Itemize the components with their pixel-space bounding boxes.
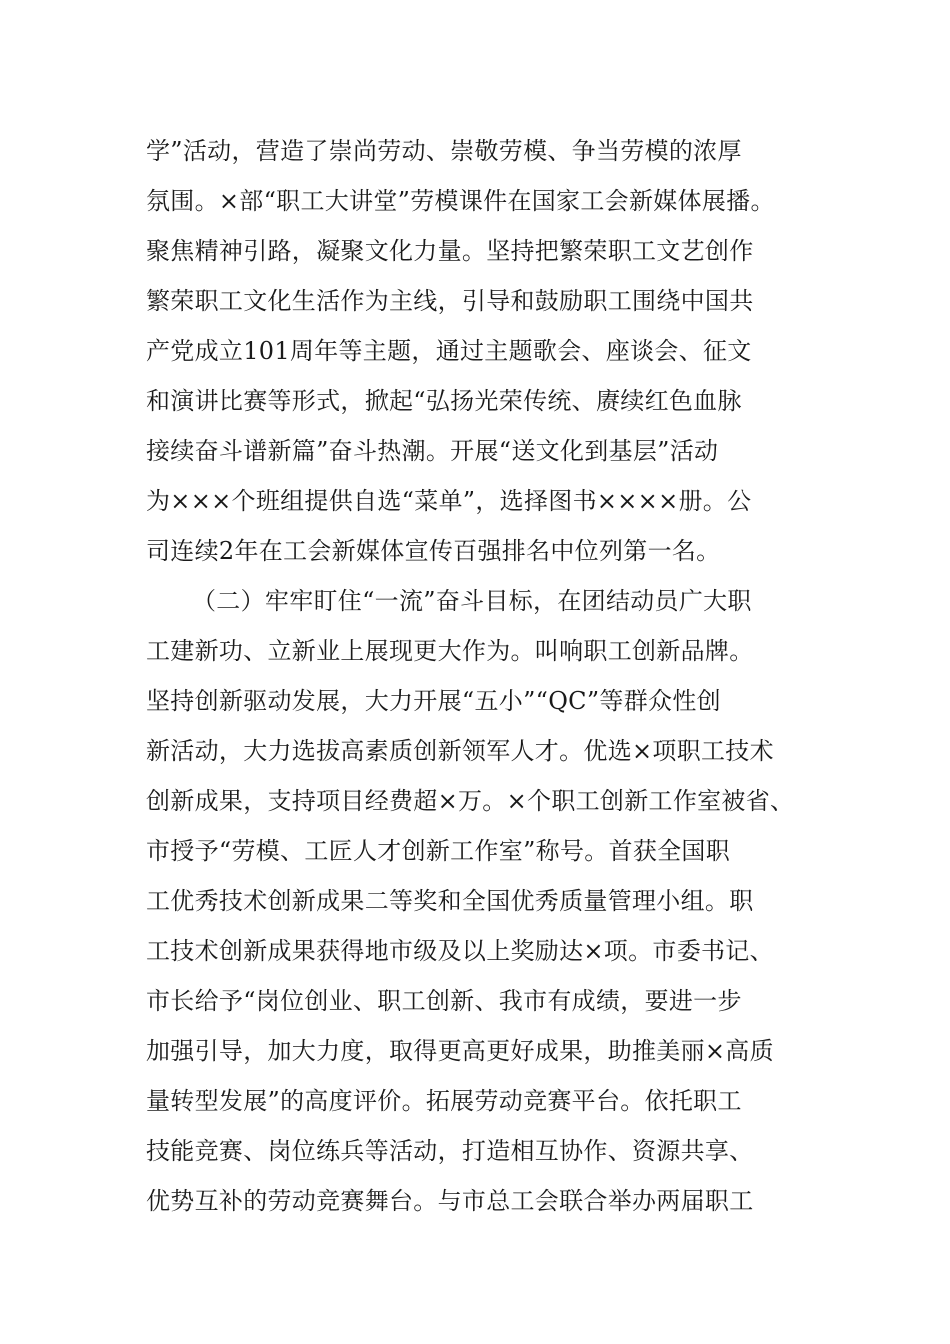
text-line: 和演讲比赛等形式，掀起“弘扬光荣传统、赓续红色血脉 [146,387,742,415]
text-line: 创新成果，支持项目经费超×万。×个职工创新工作室被省、 [146,787,795,815]
text-line: 新活动，大力选拔高素质创新领军人才。优选×项职工技术 [146,737,774,765]
text-line: 市授予“劳模、工匠人才创新工作室”称号。首获全国职 [146,837,731,865]
text-line: 工优秀技术创新成果二等奖和全国优秀质量管理小组。职 [146,887,754,915]
text-line: 坚持创新驱动发展，大力开展“五小”“QC”等群众性创 [146,687,721,715]
body-text [146,126,826,1226]
text-line: 聚焦精神引路，凝聚文化力量。坚持把繁荣职工文艺创作 [146,237,754,265]
text-line: 繁荣职工文化生活作为主线，引导和鼓励职工围绕中国共 [146,287,754,315]
text-line: 学”活动，营造了崇尚劳动、崇敬劳模、争当劳模的浓厚 [146,137,742,165]
text-line: 量转型发展”的高度评价。拓展劳动竞赛平台。依托职工 [146,1087,742,1115]
text-line: 为×××个班组提供自选“菜单”，选择图书××××册。公 [146,487,752,515]
text-line: 加强引导，加大力度，取得更高更好成果，助推美丽×高质 [146,1037,774,1065]
text-line: 氛围。×部“职工大讲堂”劳模课件在国家工会新媒体展播。 [146,187,775,215]
text-line: 优势互补的劳动竞赛舞台。与市总工会联合举办两届职工 [146,1187,754,1215]
text-line: 产党成立101周年等主题，通过主题歌会、座谈会、征文 [146,337,752,365]
section-heading-line: （二）牢牢盯住“一流”奋斗目标，在团结动员广大职 [192,587,752,615]
text-line: 接续奋斗谱新篇”奋斗热潮。开展“送文化到基层”活动 [146,437,719,465]
text-line: 工建新功、立新业上展现更大作为。叫响职工创新品牌。 [146,637,754,665]
text-line: 司连续2年在工会新媒体宣传百强排名中位列第一名。 [146,537,721,565]
text-line: 市长给予“岗位创业、职工创新、我市有成绩，要进一步 [146,987,742,1015]
text-line: 工技术创新成果获得地市级及以上奖励达×项。市委书记、 [146,937,774,965]
text-line: 技能竞赛、岗位练兵等活动，打造相互协作、资源共享、 [146,1137,754,1165]
